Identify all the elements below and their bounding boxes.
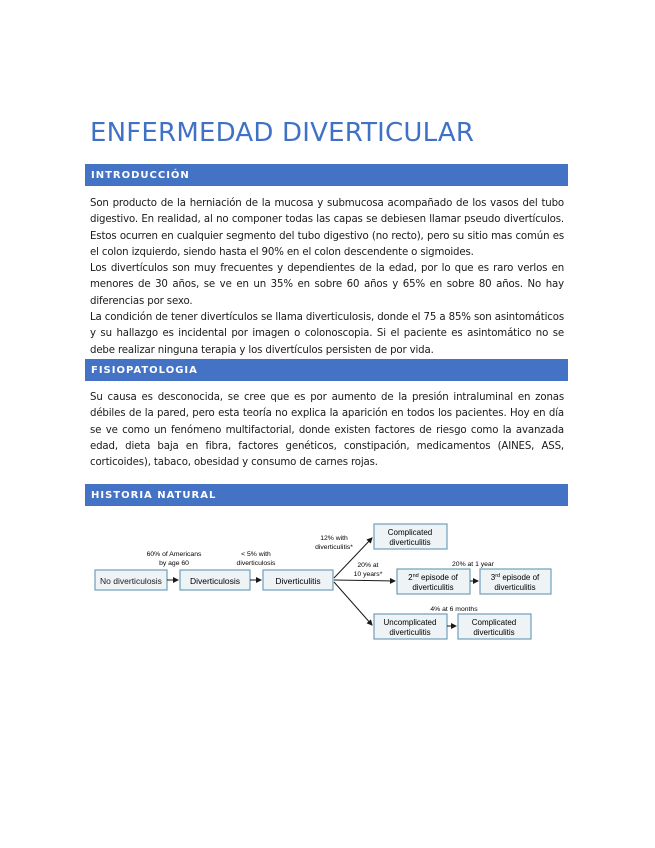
box-complicated-top-line2: diverticulitis (389, 538, 431, 547)
box-complicated-bottom-line2: diverticulitis (473, 628, 515, 637)
label-americans-line2: by age 60 (159, 560, 189, 567)
label-lt5-line1: < 5% with (241, 551, 271, 558)
box-second-episode-line2: diverticulitis (412, 583, 454, 592)
label-12pct-line2: diverticulitis* (315, 544, 353, 551)
intro-paragraph-3: La condición de tener divertículos se llama diverticulosis, donde el 75 a 85% son asintomáticos y su hallazgo es incidental por imagen o colonoscopia. Si el paciente es asintomático no se debe realizar ninguna terapia y los divertículos persisten de por vida. (90, 312, 564, 356)
label-20pct-1yr: 20% at 1 year (452, 561, 494, 568)
box-uncomplicated-line2: diverticulitis (389, 628, 431, 637)
box-diverticulosis-label: Diverticulosis (189, 576, 241, 586)
box-third-episode-line2: diverticulitis (494, 583, 536, 592)
arrow-to-uncomplicated (334, 582, 372, 625)
section-header-historia-natural: HISTORIA NATURAL (85, 484, 568, 506)
page-title: ENFERMEDAD DIVERTICULAR (90, 118, 475, 148)
label-4pct-6mo: 4% at 6 months (430, 606, 478, 613)
box-diverticulitis-label: Diverticulitis (275, 576, 321, 586)
fisio-paragraph-1: Su causa es desconocida, se cree que es por aumento de la presión intraluminal en zonas débiles de la pared, pero esta teoría no explica la aparición en todos los pacientes. Hoy en día se ve como un fenómeno multifactorial, donde existen factores de riesgo como la avanzada edad, dieta baja en fibra, factores genéticos, constipación, medicamentos (AINES, ASS, corticoides), tabaco, obesidad y consumo de carnes rojas. (90, 392, 564, 469)
label-20pct-line1: 20% at (357, 562, 379, 569)
box-second-episode-line1: 2nd episode of (408, 573, 458, 582)
box-complicated-bottom-line1: Complicated (471, 618, 517, 627)
arrow-to-second-episode (334, 580, 395, 581)
box-third-episode-line1: 3rd episode of (490, 573, 540, 582)
box-uncomplicated-line1: Uncomplicated (383, 618, 437, 627)
box-no-diverticulosis-label: No diverticulosis (100, 576, 162, 586)
label-12pct-line1: 12% with (320, 535, 348, 542)
label-20pct-line2: 10 years* (353, 571, 383, 578)
section-header-fisiopatologia: FISIOPATOLOGIA (85, 359, 568, 381)
box-complicated-top-line1: Complicated (387, 528, 433, 537)
label-americans-line1: 60% of Americans (146, 551, 202, 558)
intro-paragraph-1: Son producto de la herniación de la mucosa y submucosa acompañado de los vasos del tubo digestivo. En realidad, al no componer todas las capas se debiesen llamar pseudo divertículos. Estos ocurren en cualquier segmento del tubo digestivo (no recto), pero su sitio mas común es el colon izquierdo, siendo hasta el 90% en el colon descendente o sigmoides. (90, 198, 564, 258)
intro-paragraph-2: Los divertículos son muy frecuentes y dependientes de la edad, por lo que es raro verlos en menores de 30 años, se ve en un 35% en sobre 60 años y 65% en sobre 80 años. No hay diferencias por sexo. (90, 263, 564, 307)
section-header-introduccion: INTRODUCCIÓN (85, 164, 568, 186)
label-lt5-line2: diverticulosis (236, 560, 276, 567)
